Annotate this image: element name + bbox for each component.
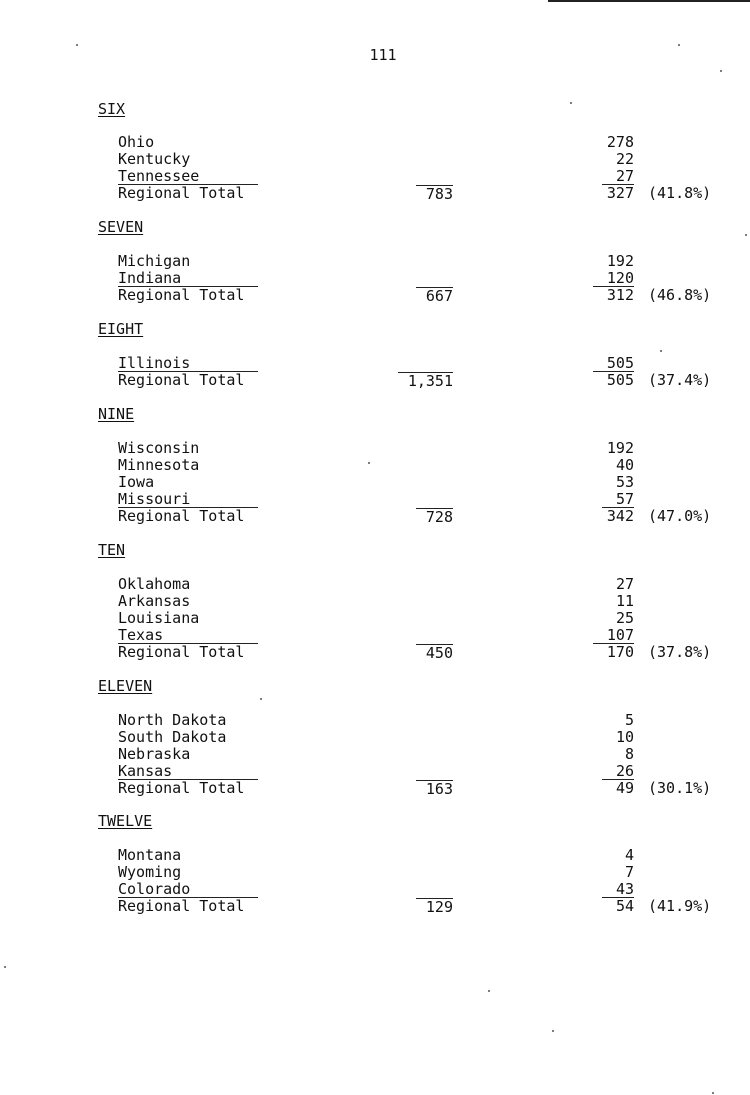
state-name: Arkansas — [118, 592, 191, 610]
state-row — [0, 168, 750, 185]
state-row — [0, 576, 750, 593]
state-row — [0, 134, 750, 151]
region-heading: TEN — [98, 541, 126, 559]
state-name: Texas — [118, 627, 258, 644]
state-name: Wyoming — [118, 863, 182, 881]
state-value: 505 — [593, 355, 634, 372]
state-value: 192 — [606, 252, 634, 270]
state-name: Illinois — [118, 355, 258, 372]
scan-speck — [552, 1030, 554, 1032]
state-row — [0, 627, 750, 644]
state-row — [0, 270, 750, 287]
state-row — [0, 763, 750, 780]
regional-total-row — [0, 287, 750, 304]
state-name: Missouri — [118, 491, 258, 508]
state-row — [0, 881, 750, 898]
state-value: 10 — [615, 728, 634, 746]
regional-total-label: Regional Total — [118, 371, 245, 389]
regional-population: 728 — [416, 508, 453, 525]
scan-speck — [570, 102, 572, 104]
regional-total-value: 505 — [606, 371, 634, 389]
state-name: Michigan — [118, 252, 191, 270]
state-name: Colorado — [118, 881, 258, 898]
state-row — [0, 474, 750, 491]
state-name: Indiana — [118, 270, 258, 287]
state-value: 43 — [602, 881, 634, 898]
regional-total-percent: (30.1%) — [648, 779, 712, 797]
state-value: 22 — [615, 150, 634, 168]
state-value: 4 — [624, 846, 634, 864]
page-number: 111 — [369, 46, 397, 64]
region-heading: TWELVE — [98, 812, 153, 830]
state-value: 192 — [606, 439, 634, 457]
regional-total-percent: (41.9%) — [648, 897, 712, 915]
regional-total-row — [0, 644, 750, 661]
regional-total-value: 327 — [606, 184, 634, 202]
scan-speck — [488, 990, 490, 992]
state-value: 40 — [615, 456, 634, 474]
state-value: 278 — [606, 133, 634, 151]
scan-speck — [660, 350, 662, 352]
state-row — [0, 864, 750, 881]
scan-speck — [678, 44, 680, 46]
state-value: 5 — [624, 711, 634, 729]
regional-total-value: 312 — [606, 286, 634, 304]
scan-speck — [368, 462, 370, 464]
state-row — [0, 729, 750, 746]
regional-total-value: 170 — [606, 643, 634, 661]
region-heading: NINE — [98, 405, 135, 423]
regional-total-label: Regional Total — [118, 779, 245, 797]
state-value: 53 — [615, 473, 634, 491]
scan-speck — [260, 698, 262, 700]
regional-total-value: 49 — [615, 779, 634, 797]
regional-total-percent: (37.4%) — [648, 371, 712, 389]
regional-total-row — [0, 185, 750, 202]
regional-population: 783 — [416, 185, 453, 202]
regional-total-label: Regional Total — [118, 507, 245, 525]
state-name: North Dakota — [118, 711, 227, 729]
state-name: Ohio — [118, 133, 155, 151]
regional-total-percent: (46.8%) — [648, 286, 712, 304]
scan-speck — [4, 966, 6, 968]
regional-population: 129 — [416, 898, 453, 915]
state-value: 8 — [624, 745, 634, 763]
state-value: 57 — [602, 491, 634, 508]
state-value: 27 — [602, 168, 634, 185]
region-heading: ELEVEN — [98, 677, 153, 695]
state-name: Nebraska — [118, 745, 191, 763]
region-heading: SIX — [98, 100, 126, 118]
regional-population: 667 — [416, 287, 453, 304]
regional-total-percent: (41.8%) — [648, 184, 712, 202]
state-row — [0, 746, 750, 763]
state-row — [0, 457, 750, 474]
state-value: 27 — [615, 575, 634, 593]
state-row — [0, 610, 750, 627]
state-row — [0, 151, 750, 168]
state-row — [0, 440, 750, 457]
state-name: South Dakota — [118, 728, 227, 746]
regional-total-label: Regional Total — [118, 643, 245, 661]
regional-total-row — [0, 508, 750, 525]
state-value: 7 — [624, 863, 634, 881]
regional-total-label: Regional Total — [118, 184, 245, 202]
region-heading: SEVEN — [98, 218, 144, 236]
state-name: Iowa — [118, 473, 155, 491]
state-value: 11 — [615, 592, 634, 610]
regional-total-percent: (37.8%) — [648, 643, 712, 661]
regional-population: 1,351 — [398, 372, 453, 389]
state-name: Minnesota — [118, 456, 200, 474]
state-row — [0, 712, 750, 729]
state-value: 107 — [593, 627, 634, 644]
state-value: 120 — [593, 270, 634, 287]
state-name: Oklahoma — [118, 575, 191, 593]
regional-population: 450 — [416, 644, 453, 661]
state-name: Kansas — [118, 763, 258, 780]
regional-total-label: Regional Total — [118, 897, 245, 915]
regional-total-row — [0, 372, 750, 389]
regional-total-value: 342 — [606, 507, 634, 525]
scan-speck — [745, 234, 747, 236]
regional-total-value: 54 — [615, 897, 634, 915]
regional-population: 163 — [416, 780, 453, 797]
regional-total-percent: (47.0%) — [648, 507, 712, 525]
state-row — [0, 593, 750, 610]
state-name: Montana — [118, 846, 182, 864]
regional-total-label: Regional Total — [118, 286, 245, 304]
region-heading: EIGHT — [98, 320, 144, 338]
state-value: 25 — [615, 609, 634, 627]
state-name: Tennessee — [118, 168, 258, 185]
state-name: Louisiana — [118, 609, 200, 627]
scan-speck — [712, 1092, 714, 1094]
state-name: Kentucky — [118, 150, 191, 168]
state-value: 26 — [602, 763, 634, 780]
state-name: Wisconsin — [118, 439, 200, 457]
state-row — [0, 847, 750, 864]
state-row — [0, 355, 750, 372]
scan-speck — [76, 44, 78, 46]
state-row — [0, 253, 750, 270]
regional-total-row — [0, 780, 750, 797]
state-row — [0, 491, 750, 508]
regional-total-row — [0, 898, 750, 915]
scan-speck — [720, 70, 722, 72]
